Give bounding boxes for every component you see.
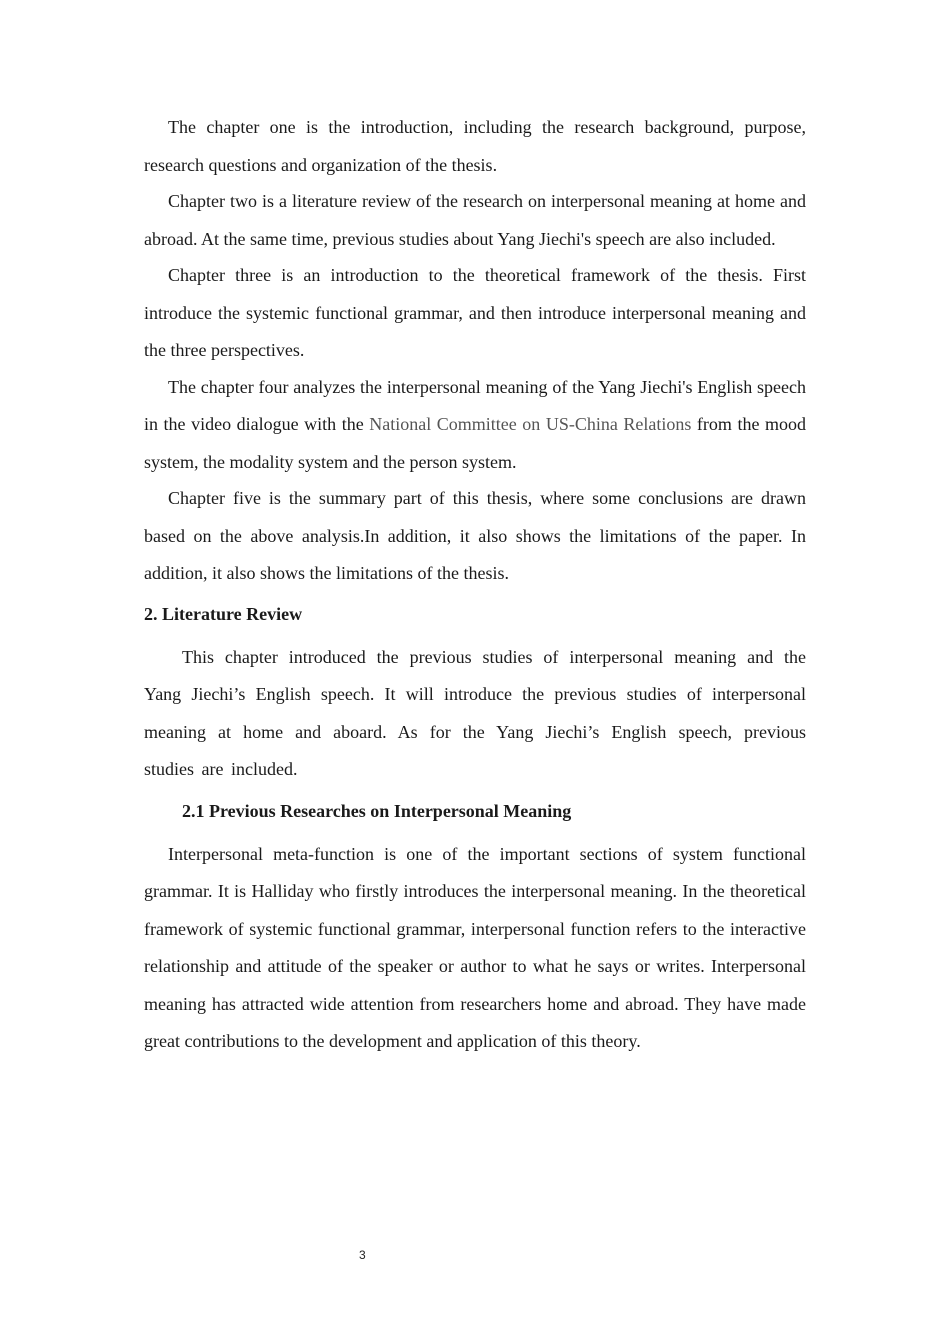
page-body xyxy=(144,109,806,1060)
paragraph-literature-review-intro: This chapter introduced the previous studies of interpersonal meaning and the Yang Jiechi’s English speech. It will introduce the previous studies of interpersonal meaning at home and aboard. As for the Yang Jiechi’s English speech, previous studies are included. xyxy=(144,646,806,779)
subsection-heading-previous-researches: 2.1 Previous Researches on Interpersonal Meaning xyxy=(182,800,572,821)
section-heading-literature-review: 2. Literature Review xyxy=(144,603,303,624)
page-number: 3 xyxy=(359,1248,366,1262)
paragraph-chapter-five: Chapter five is the summary part of this thesis, where some conclusions are drawn based on the above analysis.In addition, it also shows the limitations of the paper. In addition, it also shows the limitations of the thesis. xyxy=(144,488,806,583)
paragraph-chapter-two: Chapter two is a literature review of the research on interpersonal meaning at home and abroad. At the same time, previous studies about Yang Jiechi's speech are also included. xyxy=(144,191,806,249)
paragraph-chapter-four xyxy=(144,369,806,482)
paragraph-chapter-one: The chapter one is the introduction, including the research background, purpose, research questions and organization of the thesis. xyxy=(144,117,806,175)
committee-name: National Committee on US-China Relations xyxy=(369,414,692,434)
paragraph-chapter-three: Chapter three is an introduction to the theoretical framework of the thesis. First introduce the systemic functional grammar, and then introduce interpersonal meaning and the three perspectives. xyxy=(144,265,806,360)
chapter-four-text-after: from the mood system, the modality system and the person system. xyxy=(144,414,807,472)
paragraph-interpersonal-meaning: Interpersonal meta-function is one of the important sections of system functional grammar. It is Halliday who firstly introduces the interpersonal meaning. In the theoretical framework of systemic functional grammar, interpersonal function refers to the interactive relationship and attitude of the speaker or author to what he says or writes. Interpersonal meaning has attracted wide attention from researchers home and abroad. They have made great contributions to the development and application of this theory. xyxy=(144,843,806,1051)
chapter-four-text-before: The chapter four analyzes the interpersonal meaning of the Yang Jiechi's English speech in the video dialogue with the xyxy=(144,376,806,434)
